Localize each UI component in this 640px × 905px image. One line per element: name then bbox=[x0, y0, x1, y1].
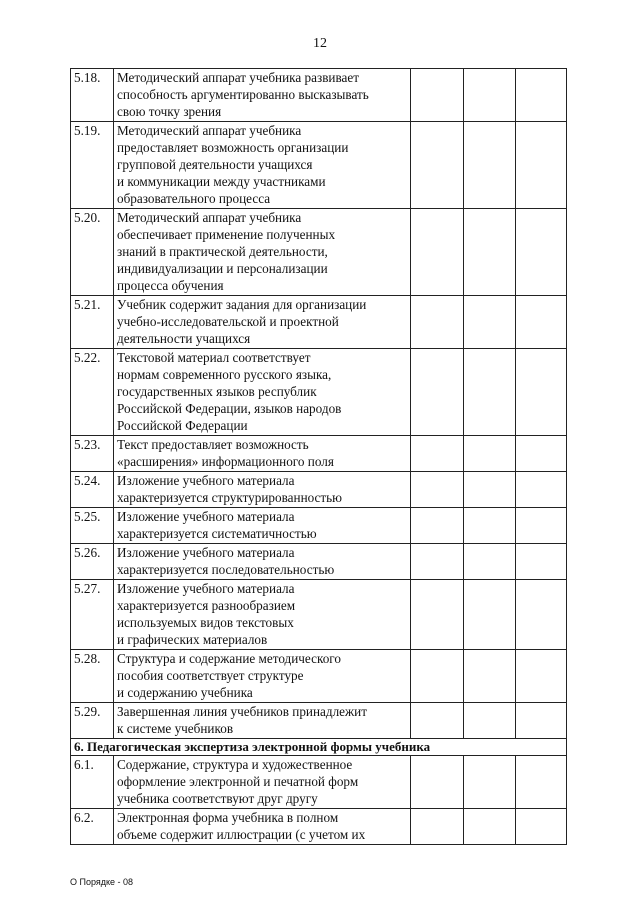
row-number: 5.28. bbox=[71, 650, 114, 703]
table-row bbox=[71, 508, 567, 544]
criterion-line: характеризуется последовательностью bbox=[117, 562, 335, 577]
criterion-line: государственных языков республик bbox=[117, 384, 317, 399]
empty-score-cell bbox=[516, 756, 567, 809]
row-number: 5.23. bbox=[71, 436, 114, 472]
row-number: 5.27. bbox=[71, 580, 114, 650]
empty-score-cell bbox=[411, 809, 464, 845]
row-number: 5.21. bbox=[71, 296, 114, 349]
criterion-line: Методический аппарат учебника bbox=[117, 123, 302, 138]
criterion-line: пособия соответствует структуре bbox=[117, 668, 304, 683]
empty-score-cell bbox=[411, 349, 464, 436]
empty-score-cell bbox=[464, 472, 516, 508]
table-row bbox=[71, 544, 567, 580]
empty-score-cell bbox=[516, 508, 567, 544]
empty-score-cell bbox=[516, 69, 567, 122]
empty-score-cell bbox=[464, 209, 516, 296]
empty-score-cell bbox=[516, 209, 567, 296]
table-row bbox=[71, 703, 567, 739]
empty-score-cell bbox=[516, 436, 567, 472]
empty-score-cell bbox=[411, 472, 464, 508]
empty-score-cell bbox=[464, 122, 516, 209]
criterion-line: Российской Федерации, языков народов bbox=[117, 401, 342, 416]
empty-score-cell bbox=[516, 650, 567, 703]
table-row bbox=[71, 650, 567, 703]
criterion-line: Учебник содержит задания для организации bbox=[117, 297, 367, 312]
criterion-text bbox=[114, 703, 411, 739]
criterion-line: деятельности учащихся bbox=[117, 331, 251, 346]
criterion-line: характеризуется структурированностью bbox=[117, 490, 343, 505]
criterion-line: Изложение учебного материала bbox=[117, 473, 295, 488]
criterion-line: Завершенная линия учебников принадлежит bbox=[117, 704, 367, 719]
criteria-table-body bbox=[71, 69, 567, 845]
row-number: 5.29. bbox=[71, 703, 114, 739]
criterion-line: способность аргументированно высказывать bbox=[117, 87, 369, 102]
table-row bbox=[71, 296, 567, 349]
table-row bbox=[71, 809, 567, 845]
criterion-text bbox=[114, 349, 411, 436]
criterion-line: Электронная форма учебника в полном bbox=[117, 810, 339, 825]
empty-score-cell bbox=[464, 809, 516, 845]
criterion-line: используемых видов текстовых bbox=[117, 615, 294, 630]
empty-score-cell bbox=[411, 296, 464, 349]
empty-score-cell bbox=[464, 580, 516, 650]
section-header-row bbox=[71, 739, 567, 756]
page-number: 12 bbox=[313, 36, 327, 51]
row-number: 6.2. bbox=[71, 809, 114, 845]
row-number: 5.22. bbox=[71, 349, 114, 436]
empty-score-cell bbox=[464, 756, 516, 809]
criterion-line: Методический аппарат учебника развивает bbox=[117, 70, 359, 85]
criterion-line: свою точку зрения bbox=[117, 104, 222, 119]
empty-score-cell bbox=[464, 349, 516, 436]
footer-note: О Порядке - 08 bbox=[70, 877, 134, 887]
criterion-text bbox=[114, 756, 411, 809]
empty-score-cell bbox=[516, 544, 567, 580]
criterion-line: объеме содержит иллюстрации (с учетом их bbox=[117, 827, 366, 842]
criterion-line: учебника соответствуют друг другу bbox=[117, 791, 318, 806]
criterion-text bbox=[114, 296, 411, 349]
criterion-text bbox=[114, 69, 411, 122]
empty-score-cell bbox=[516, 703, 567, 739]
empty-score-cell bbox=[464, 69, 516, 122]
empty-score-cell bbox=[411, 580, 464, 650]
table-row bbox=[71, 122, 567, 209]
empty-score-cell bbox=[464, 703, 516, 739]
criterion-text bbox=[114, 472, 411, 508]
empty-score-cell bbox=[516, 349, 567, 436]
empty-score-cell bbox=[411, 544, 464, 580]
criterion-line: к системе учебников bbox=[117, 721, 234, 736]
criterion-text bbox=[114, 544, 411, 580]
empty-score-cell bbox=[516, 809, 567, 845]
table-row bbox=[71, 580, 567, 650]
criterion-line: Изложение учебного материала bbox=[117, 509, 295, 524]
table-row bbox=[71, 436, 567, 472]
table-row bbox=[71, 209, 567, 296]
empty-score-cell bbox=[464, 544, 516, 580]
criterion-text bbox=[114, 650, 411, 703]
criterion-line: Текстовой материал соответствует bbox=[117, 350, 311, 365]
row-number: 5.18. bbox=[71, 69, 114, 122]
criterion-line: индивидуализации и персонализации bbox=[117, 261, 328, 276]
empty-score-cell bbox=[411, 508, 464, 544]
empty-score-cell bbox=[516, 296, 567, 349]
criterion-line: Содержание, структура и художественное bbox=[117, 757, 353, 772]
row-number: 6.1. bbox=[71, 756, 114, 809]
table-row bbox=[71, 349, 567, 436]
empty-score-cell bbox=[411, 436, 464, 472]
empty-score-cell bbox=[464, 508, 516, 544]
empty-score-cell bbox=[516, 580, 567, 650]
empty-score-cell bbox=[411, 756, 464, 809]
row-number: 5.19. bbox=[71, 122, 114, 209]
criterion-line: «расширения» информационного поля bbox=[117, 454, 334, 469]
criterion-line: характеризуется разнообразием bbox=[117, 598, 296, 613]
row-number: 5.26. bbox=[71, 544, 114, 580]
empty-score-cell bbox=[464, 650, 516, 703]
criterion-line: и графических материалов bbox=[117, 632, 268, 647]
criterion-line: групповой деятельности учащихся bbox=[117, 157, 313, 172]
empty-score-cell bbox=[411, 703, 464, 739]
criterion-text bbox=[114, 122, 411, 209]
criterion-line: Методический аппарат учебника bbox=[117, 210, 302, 225]
criterion-line: и содержанию учебника bbox=[117, 685, 253, 700]
table-row bbox=[71, 756, 567, 809]
row-number: 5.25. bbox=[71, 508, 114, 544]
criterion-line: Текст предоставляет возможность bbox=[117, 437, 309, 452]
criterion-line: Изложение учебного материала bbox=[117, 545, 295, 560]
criterion-line: процесса обучения bbox=[117, 278, 224, 293]
empty-score-cell bbox=[516, 472, 567, 508]
criteria-table bbox=[70, 68, 567, 845]
criterion-line: и коммуникации между участниками bbox=[117, 174, 326, 189]
section-title: 6. Педагогическая экспертиза электронной формы учебника bbox=[71, 739, 567, 756]
criterion-text bbox=[114, 209, 411, 296]
criterion-text bbox=[114, 436, 411, 472]
criterion-text bbox=[114, 508, 411, 544]
empty-score-cell bbox=[464, 296, 516, 349]
criterion-line: Структура и содержание методического bbox=[117, 651, 341, 666]
criterion-line: характеризуется систематичностью bbox=[117, 526, 317, 541]
table-row bbox=[71, 69, 567, 122]
criterion-text bbox=[114, 809, 411, 845]
criterion-line: знаний в практической деятельности, bbox=[117, 244, 328, 259]
criterion-line: обеспечивает применение полученных bbox=[117, 227, 336, 242]
criterion-line: образовательного процесса bbox=[117, 191, 271, 206]
table-row bbox=[71, 472, 567, 508]
empty-score-cell bbox=[411, 69, 464, 122]
criterion-line: нормам современного русского языка, bbox=[117, 367, 332, 382]
empty-score-cell bbox=[411, 209, 464, 296]
row-number: 5.24. bbox=[71, 472, 114, 508]
empty-score-cell bbox=[464, 436, 516, 472]
empty-score-cell bbox=[516, 122, 567, 209]
criterion-line: Изложение учебного материала bbox=[117, 581, 295, 596]
empty-score-cell bbox=[411, 650, 464, 703]
criterion-text bbox=[114, 580, 411, 650]
criterion-line: учебно-исследовательской и проектной bbox=[117, 314, 339, 329]
criterion-line: оформление электронной и печатной форм bbox=[117, 774, 359, 789]
criterion-line: Российской Федерации bbox=[117, 418, 248, 433]
empty-score-cell bbox=[411, 122, 464, 209]
row-number: 5.20. bbox=[71, 209, 114, 296]
criterion-line: предоставляет возможность организации bbox=[117, 140, 349, 155]
